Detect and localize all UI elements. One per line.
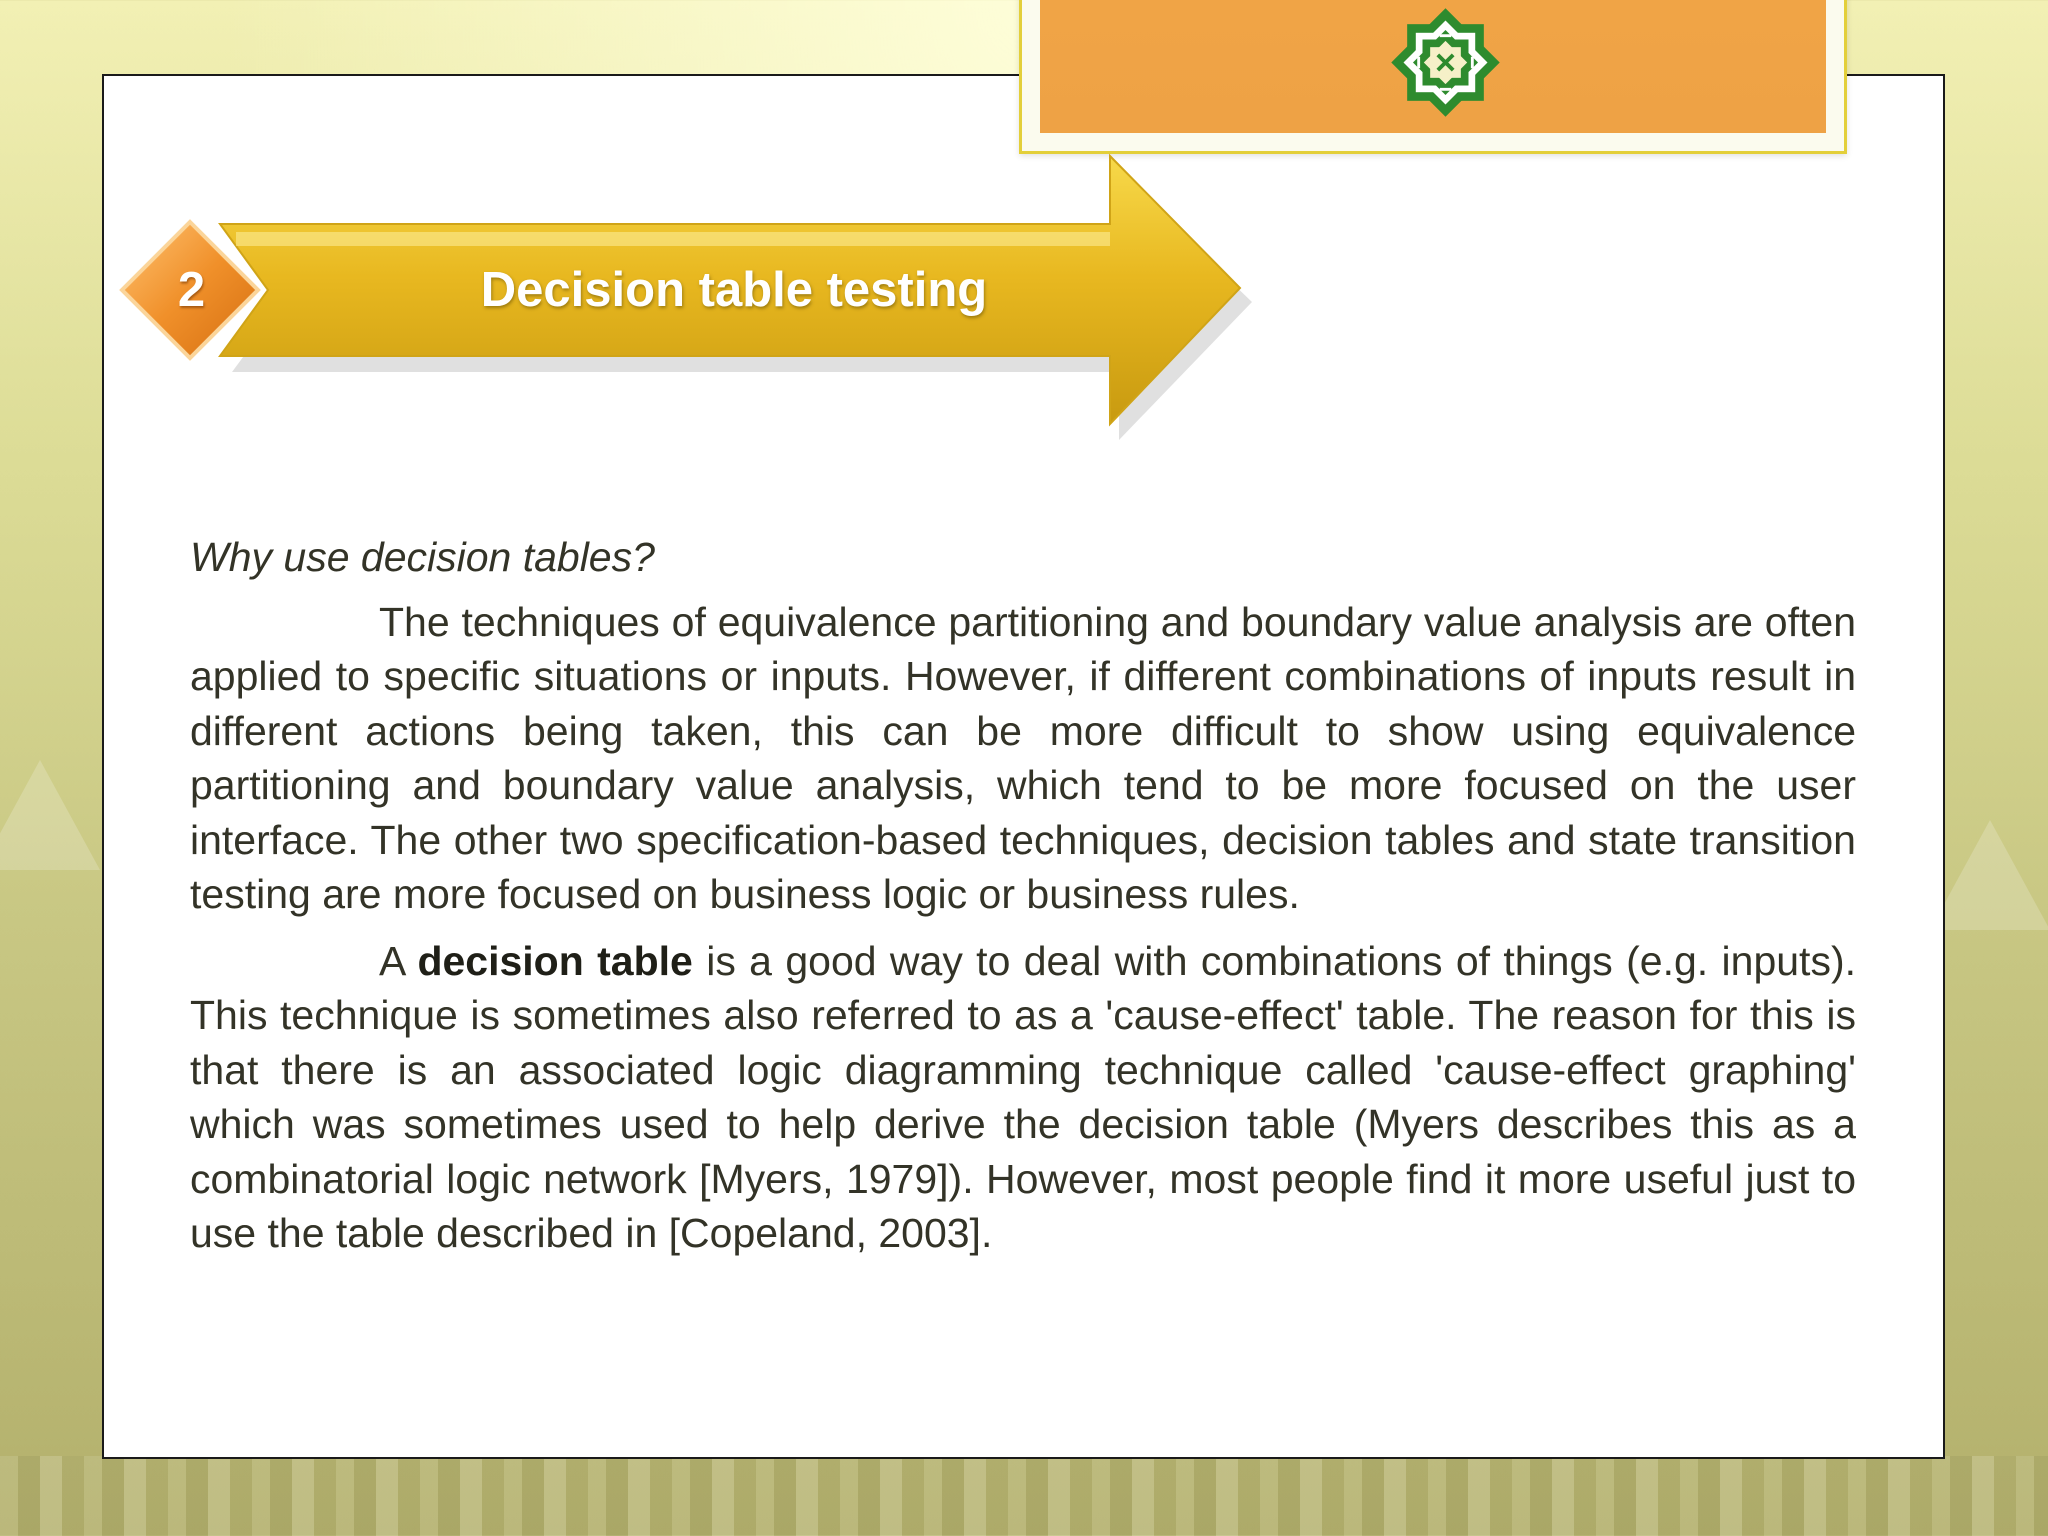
decision-table-term: decision table (417, 937, 693, 984)
section-title: Decision table testing (480, 263, 988, 317)
background-stripes (0, 1456, 2048, 1536)
background-hexagon (1930, 820, 2048, 930)
background-hexagon (0, 760, 100, 870)
section-number: 2 (177, 263, 206, 317)
islamic-geometric-emblem-icon (1388, 5, 1503, 120)
paragraph-decision-table (190, 934, 1856, 1261)
paragraph-prefix: A (379, 937, 418, 984)
slide-body (190, 530, 1856, 1261)
section-question: Why use decision tables? (190, 534, 655, 580)
paragraph-equivalence: The techniques of equivalence partitioning and boundary value analysis are often applied to specific situations or inputs. However, if different combinations of inputs result in different actions being taken, this can be more difficult to show using equivalence partitioning and boundary value analysis, which tend to be more focused on the user interface. The other two specification-based techniques, decision tables and state transition testing are more focused on business logic or business rules. (190, 598, 1856, 917)
paragraph-rest: is a good way to deal with combinations of things (e.g. inputs). This technique is sometimes also referred to as a 'cause-effect' table. The reason for this is that there is an associated logic diagramming technique called 'cause-effect graphing' which was sometimes used to help derive the decision table (Myers describes this as a combinatorial logic network [Myers, 1979]). However, most people find it more useful just to use the table described in [Copeland, 2003]. (190, 937, 1856, 1256)
